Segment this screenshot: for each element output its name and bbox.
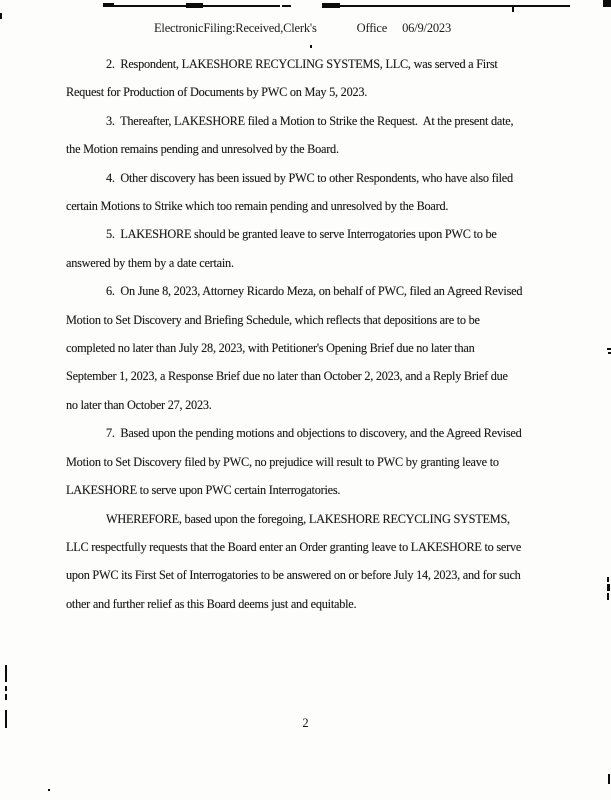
document-line: 3. Thereafter, LAKESHORE filed a Motion to Strike the Request. At the present date,: [106, 113, 514, 128]
document-line: September 1, 2023, a Response Brief due no later than October 2, 2023, and a Reply Brief due: [66, 369, 508, 384]
clerk-office-text: Office: [356, 21, 388, 35]
scan-artifact-top-dash-2: [282, 5, 291, 7]
scan-artifact-top-tick: [512, 6, 514, 12]
document-line: 2. Respondent, LAKESHORE RECYCLING SYSTEMS, LLC, was served a First: [106, 57, 498, 71]
scan-artifact-left-line-1: [5, 665, 7, 682]
scan-artifact-left-dash-1: [5, 686, 7, 691]
document-line: 7. Based upon the pending motions and objections to discovery, and the Agreed Revised: [106, 426, 522, 441]
document-line: no later than October 27, 2023.: [66, 397, 212, 412]
document-line: 4. Other discovery has been issued by PWC to other Respondents, who have also filed: [106, 170, 513, 185]
document-line: the Motion remains pending and unresolved by the Board.: [66, 142, 339, 157]
scan-artifact-right-dash-a: [607, 348, 611, 350]
scan-artifact-right-dash-e: [607, 593, 609, 600]
document-line: Motion to Set Discovery and Briefing Schedule, which reflects that depositions are to be: [66, 312, 480, 327]
scan-artifact-right-low: [608, 774, 610, 784]
scan-artifact-top-right: [603, 0, 611, 7]
page-number: 2: [302, 716, 309, 730]
document-line: other and further relief as this Board deems just and equitable.: [66, 596, 357, 611]
scan-artifact-top-line-2: [336, 5, 570, 7]
document-line: Request for Production of Documents by PWC on May 5, 2023.: [66, 85, 368, 100]
document-line: WHEREFORE, based upon the foregoing, LAKESHORE RECYCLING SYSTEMS,: [106, 511, 510, 526]
filing-date-text: 06/9/2023: [402, 21, 452, 35]
document-body: [66, 50, 586, 618]
document-line: LAKESHORE to serve upon PWC certain Interrogatories.: [66, 483, 341, 498]
document-line: completed no later than July 28, 2023, with Petitioner's Opening Brief due no later than: [66, 341, 475, 356]
scan-artifact-top-bump-1: [186, 3, 203, 8]
efiling-header: [154, 21, 451, 36]
scan-artifact-left-top: [0, 13, 2, 19]
scan-artifact-right-dash-d: [607, 584, 610, 591]
efiling-status-text: ElectronicFiling:Received,Clerk's: [154, 21, 317, 35]
scan-artifact-left-dash-2: [5, 694, 7, 700]
document-line: 6. On June 8, 2023, Attorney Ricardo Meza, on behalf of PWC, filed an Agreed Revised: [106, 284, 523, 299]
document-line: Motion to Set Discovery filed by PWC, no prejudice will result to PWC by granting leave to: [66, 454, 499, 469]
scan-artifact-right-dash-c: [607, 577, 609, 582]
scan-artifact-left-line-2: [5, 710, 7, 728]
document-line: upon PWC its First Set of Interrogatories to be answered on or before July 14, 2023, and for such: [66, 568, 521, 583]
document-line: certain Motions to Strike which too remain pending and unresolved by the Board.: [66, 199, 449, 214]
scan-artifact-bottom-dot: [48, 789, 50, 791]
document-line: 5. LAKESHORE should be granted leave to serve Interrogatories upon PWC to be: [106, 227, 497, 242]
document-line: answered by them by a date certain.: [66, 255, 234, 270]
document-line: LLC respectfully requests that the Board enter an Order granting leave to LAKESHORE to serve: [66, 539, 522, 554]
scan-artifact-mid-dot: [310, 45, 312, 48]
